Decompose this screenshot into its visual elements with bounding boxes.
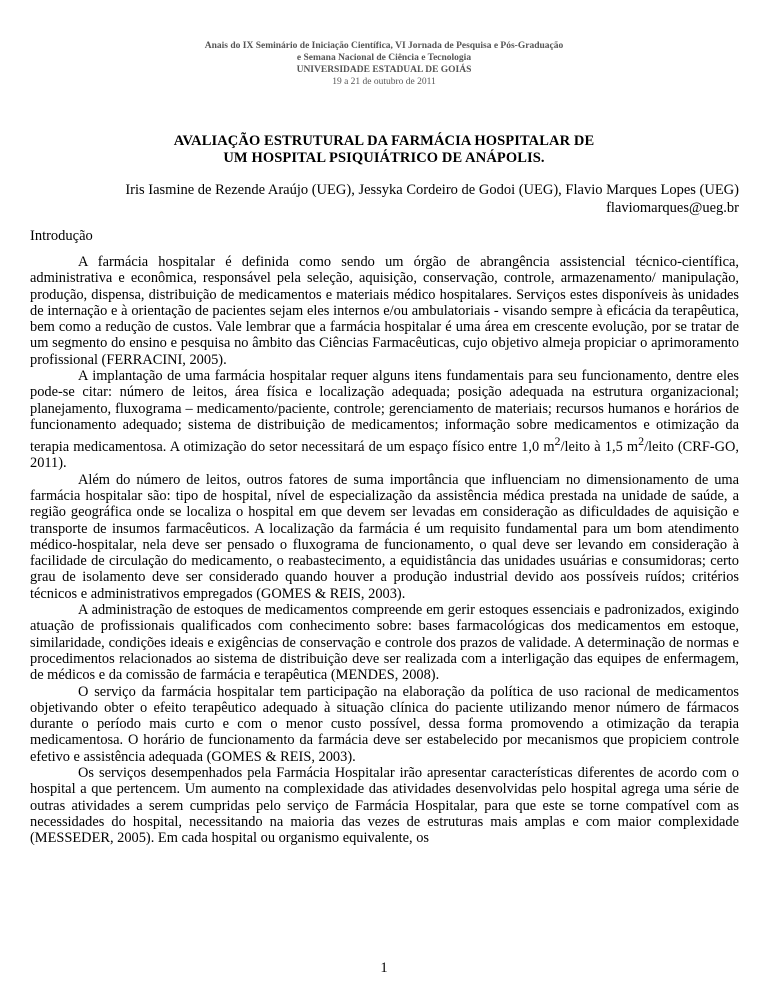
paragraph-2-text-a: A implantação de uma farmácia hospitalar requer alguns itens fundamentais para seu funcionamento, dentre eles pode-se citar: número de leitos, área física e localização adequada; posição adequada na estrutura organizacional; planejamento, fluxograma – medicamento/paciente, controle; gerenciamento de materiais; recursos humanos e horários de funcionamento adequado; sistema de distribuição de medicamentos; informação sobre medicamentos e otimização da terapia medicamentosa. A otimização do setor necessitará de um espaço físico entre 1,0 m <box>30 368 739 456</box>
paper-title <box>0 133 768 167</box>
paper-title-line-2: UM HOSPITAL PSIQUIÁTRICO DE ANÁPOLIS. <box>223 150 545 166</box>
superscript-2-b: 2 <box>638 434 645 449</box>
paragraph-2-text-b: /leito à 1,5 m <box>560 439 639 456</box>
conference-university: UNIVERSIDADE ESTADUAL DE GOIÁS <box>296 65 472 75</box>
paragraph-5: O serviço da farmácia hospitalar tem participação na elaboração da política de uso racional de medicamentos objetivando obter o efeito terapêutico adequado à situação clínica do paciente utilizando menor número de fármacos durante o período mais curto e com o menor custo possível, dessa forma promovendo a otimização da terapia medicamentosa. O horário de funcionamento da farmácia deve ser estabelecido por mecanismos que propiciem controle efetivo e assistência adequada (GOMES & REIS, 2003). <box>30 683 739 765</box>
paragraph-3: Além do número de leitos, outros fatores de suma importância que influenciam no dimensionamento de uma farmácia hospitalar são: tipo de hospital, nível de especialização da assistência médica prestada na unidade de saúde, a região geográfica onde se localiza o hospital em que devem ser levadas em consideração as dificuldades de aquisição e transporte de insumos farmacêuticos. A localização da farmácia é um requisito fundamental para um bom atendimento médico-hospitalar, nela deve ser pensado o fluxograma de funcionamento, o qual deve ser levando em consideração à facilidade de circulação do medicamento, o reabastecimento, a equidistância das unidades usuárias e consumidoras; certo grau de isolamento deve ser considerado quando houver a produção industrial devido aos possíveis ruídos; critérios técnicos e administrativos empregados (GOMES & REIS, 2003). <box>30 471 739 602</box>
page-number: 1 <box>380 960 388 976</box>
author-email: flaviomarques@ueg.br <box>606 200 739 216</box>
section-heading-introducao: Introdução <box>30 228 93 244</box>
paragraph-4: A administração de estoques de medicamentos compreende em gerir estoques essenciais e padronizados, exigindo atuação de profissionais qualificados com conhecimento sobre: bases farmacológicas dos medicamentos em estoque, similaridade, condições ideais e exigências de conservação e controle dos prazos de validade. A determinação de normas e procedimentos relacionados ao sistema de distribuição deve ser realizada com a interligação das equipes de enfermagem, de médicos e da comissão de farmácia e terapêutica (MENDES, 2008). <box>30 602 739 684</box>
paper-title-line-1: AVALIAÇÃO ESTRUTURAL DA FARMÁCIA HOSPITALAR DE <box>173 133 595 149</box>
author-names: Iris Iasmine de Rezende Araújo (UEG), Jessyka Cordeiro de Godoi (UEG), Flavio Marques Lopes (UEG) <box>125 182 739 198</box>
author-block <box>30 181 739 217</box>
body-text <box>30 254 739 846</box>
conference-header <box>0 40 768 88</box>
paragraph-6: Os serviços desempenhados pela Farmácia Hospitalar irão apresentar características diferentes de acordo com o hospital a que pertencem. Um aumento na complexidade das atividades desenvolvidas pelo hospital agrega uma série de outras atividades a serem cumpridas pelo serviço de Farmácia Hospitalar, para que este se torne compatível com as necessidades do hospital, necessitando na maioria das vezes de estruturas mais amplas e com maior complexidade (MESSEDER, 2005). Em cada hospital ou organismo equivalente, os <box>30 765 739 847</box>
paragraph-2-text-c: /leito (CRF-GO, 2011). <box>30 439 740 472</box>
paragraph-1: A farmácia hospitalar é definida como sendo um órgão de abrangência assistencial técnico-científica, administrativa e econômica, responsável pela seleção, aquisição, conservação, controle, armazenamento/ manipulação, produção, dispensa, distribuição de medicamentos e materiais médico hospitalares. Serviços estes disponíveis às unidades de internação e à orientação de pacientes sejam eles internos e/ou ambulatoriais - visando sempre à eficácia da terapêutica, bem como a redução de custos. Vale lembrar que a farmácia hospitalar é uma área em crescente evolução, por se tratar de um segmento do ensino e pesquisa no âmbito das Ciências Farmacêuticas, cujo objetivo almeja propiciar o aprimoramento profissional (FERRACINI, 2005). <box>30 254 739 368</box>
superscript-2-a: 2 <box>554 434 561 449</box>
conference-line-2: e Semana Nacional de Ciência e Tecnologia <box>296 53 472 63</box>
conference-dates: 19 a 21 de outubro de 2011 <box>332 77 436 87</box>
conference-line-1: Anais do IX Seminário de Iniciação Científica, VI Jornada de Pesquisa e Pós-Graduação <box>204 41 564 51</box>
paragraph-2 <box>30 368 739 472</box>
